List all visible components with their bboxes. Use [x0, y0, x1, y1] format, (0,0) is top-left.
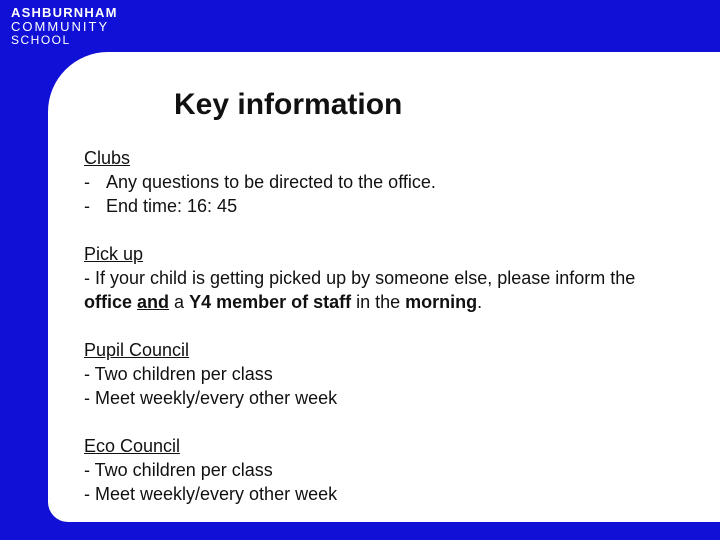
section-eco-council	[84, 434, 704, 506]
list-item: - Meet weekly/every other week	[84, 484, 338, 504]
list-item: - Any questions to be directed to the office.	[84, 172, 436, 192]
section-pupil-council	[84, 338, 704, 410]
section-pickup	[84, 242, 704, 314]
list-item: - Meet weekly/every other week	[84, 388, 338, 408]
pickup-line-2: office and a Y4 member of staff in the morning.	[84, 292, 483, 312]
section-heading: Pick up	[84, 244, 144, 264]
section-heading: Pupil Council	[84, 340, 190, 360]
school-brand	[11, 6, 118, 46]
page-title: Key information	[174, 88, 403, 121]
key-info-content	[84, 146, 704, 506]
brand-line-1: ASHBURNHAM	[11, 5, 118, 20]
list-item: - Two children per class	[84, 460, 273, 480]
section-clubs	[84, 146, 704, 218]
school-logo-icon	[56, 54, 120, 118]
brand-line-3: SCHOOL	[11, 33, 71, 47]
pickup-line-1: - If your child is getting picked up by someone else, please inform the	[84, 268, 636, 288]
section-heading: Clubs	[84, 148, 131, 168]
list-item: - Two children per class	[84, 364, 273, 384]
section-heading: Eco Council	[84, 436, 181, 456]
list-item: - End time: 16: 45	[84, 196, 238, 216]
brand-line-2: COMMUNITY	[11, 19, 110, 34]
